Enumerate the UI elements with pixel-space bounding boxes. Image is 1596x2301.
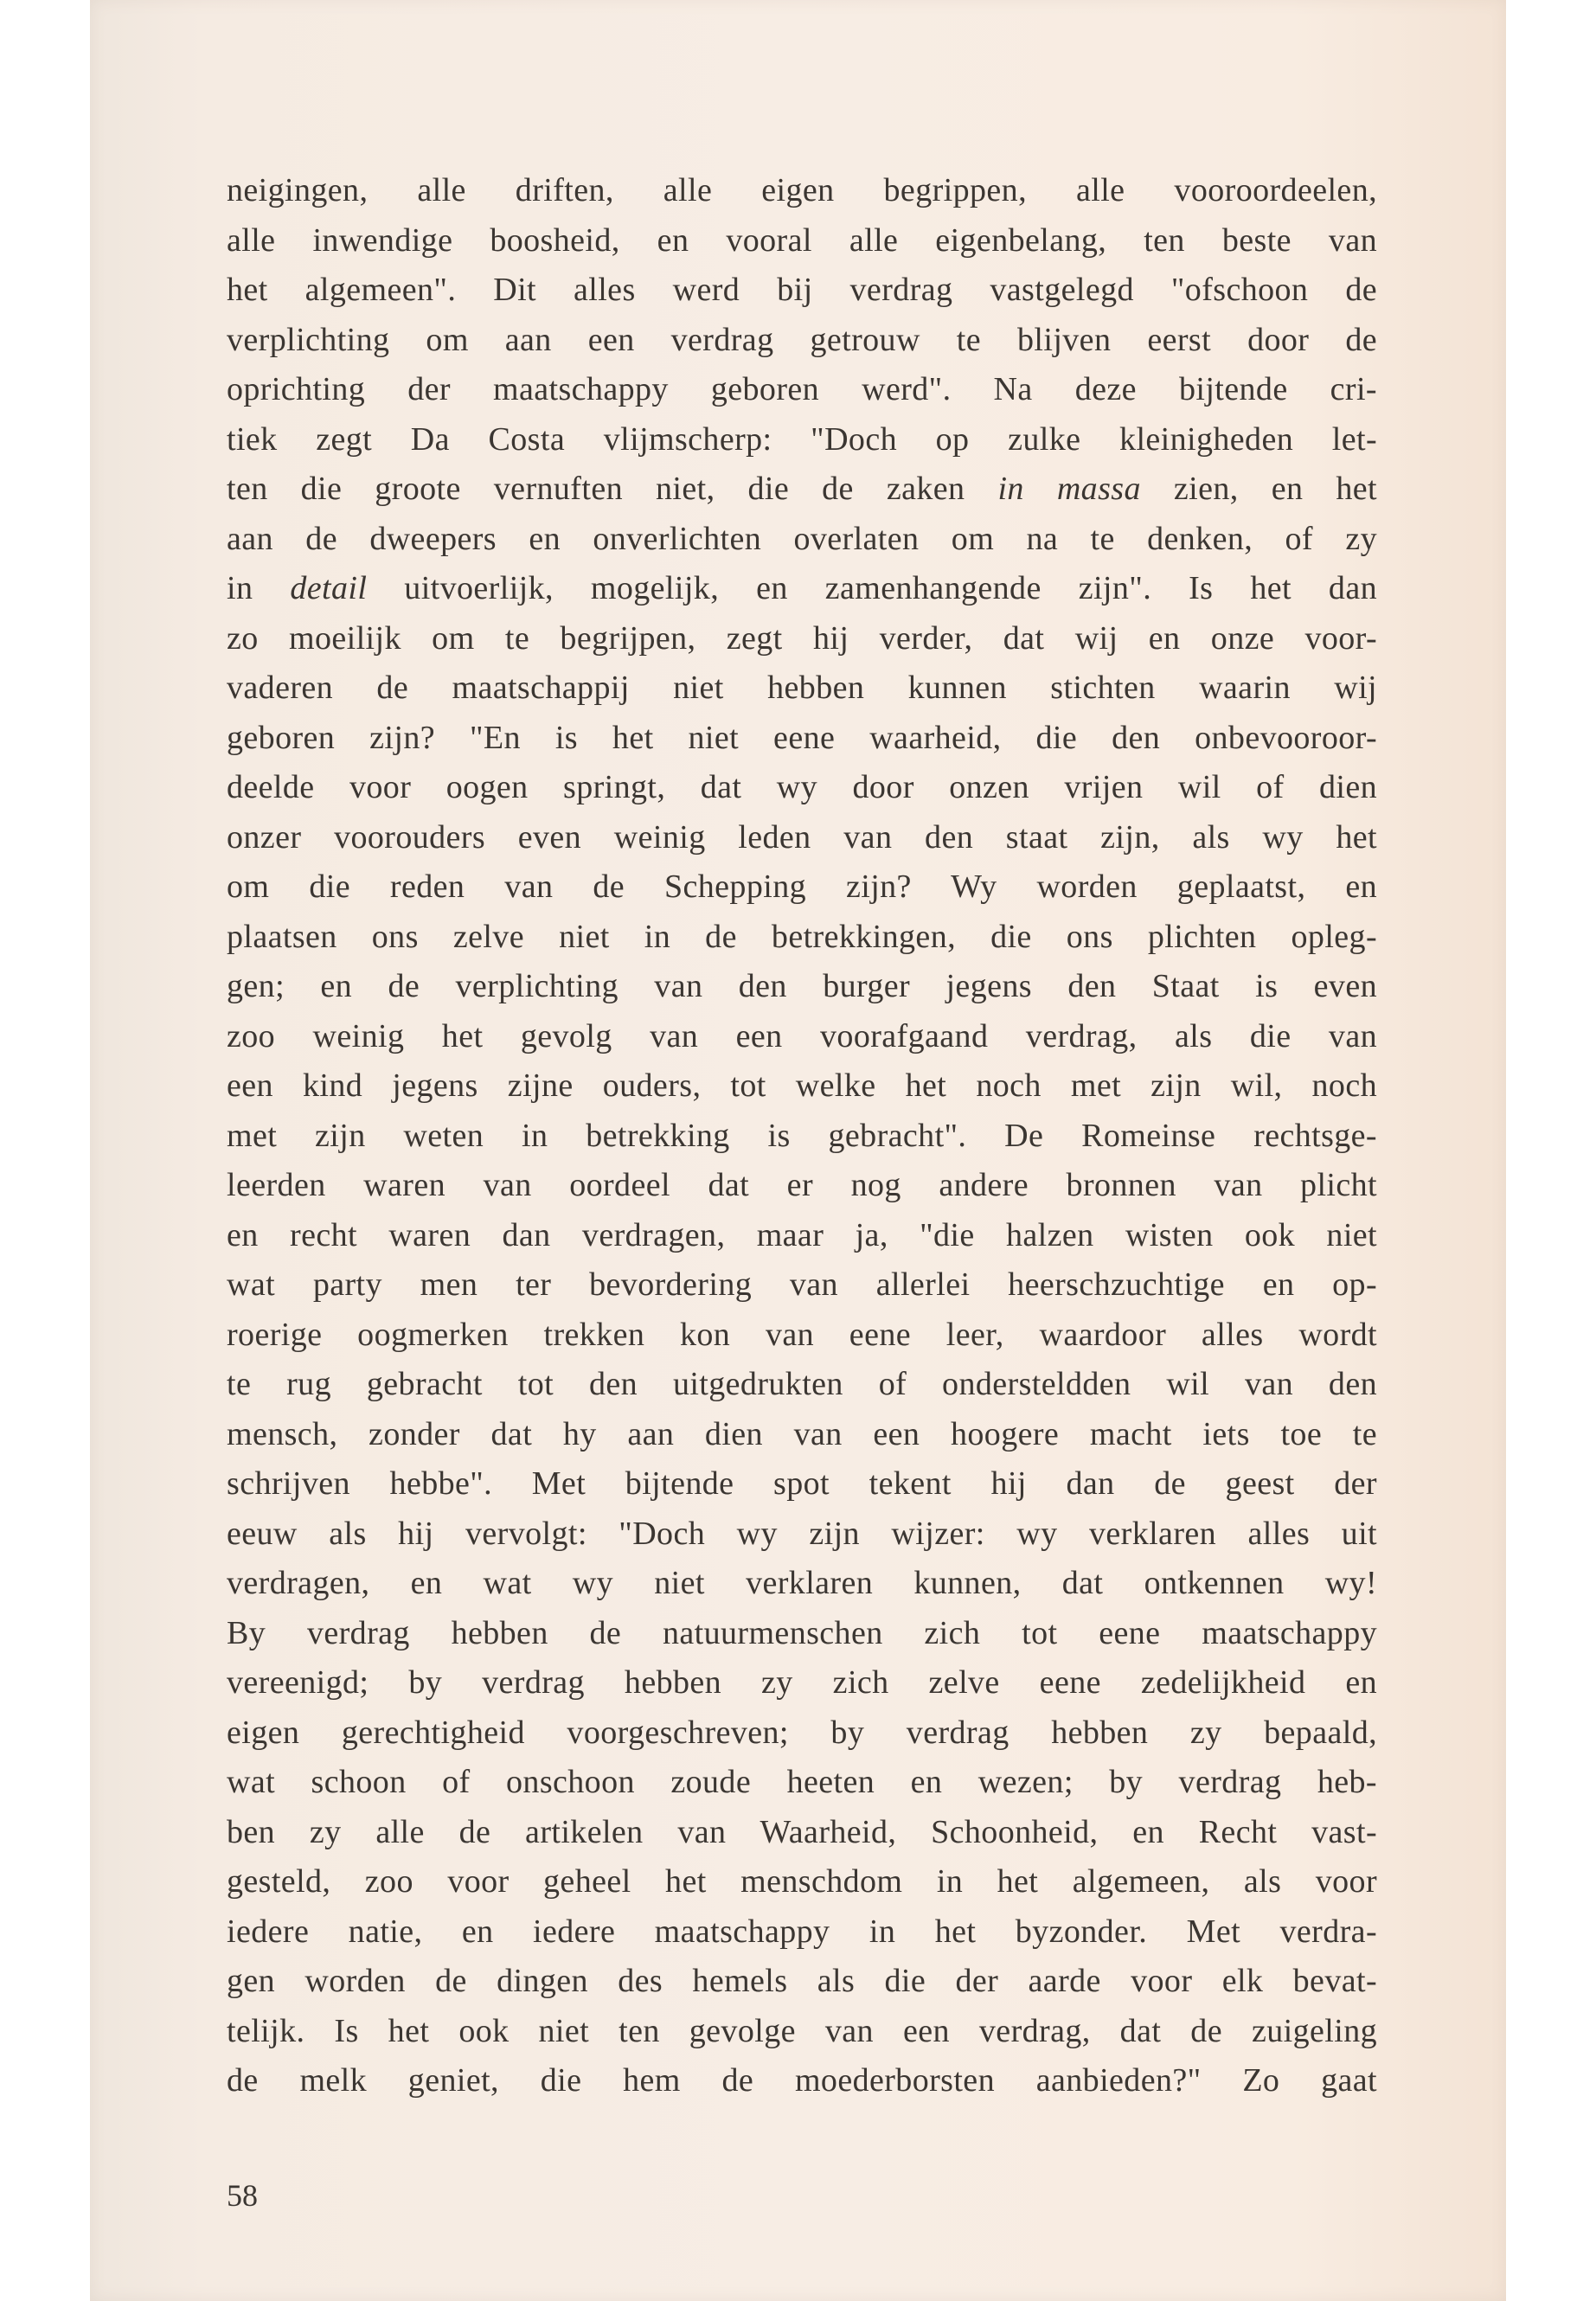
text-line: iedere natie, en iedere maatschappy in het byzonder. Met verdra- [227, 1913, 1377, 1950]
text-line: telijk. Is het ook niet ten gevolge van een verdrag, dat de zuigeling [227, 2012, 1377, 2049]
text-line: mensch, zonder dat hy aan dien van een hoogere macht iets toe te [227, 1415, 1377, 1452]
text-line: schrijven hebbe". Met bijtende spot tekent hij dan de geest der [227, 1465, 1377, 1502]
text-line [227, 564, 1377, 614]
text-line: ben zy alle de artikelen van Waarheid, Schoonheid, en Recht vast- [227, 1813, 1377, 1850]
body-text [227, 166, 1377, 2106]
page-number: 58 [227, 2178, 258, 2213]
text-line: eigen gerechtigheid voorgeschreven; by verdrag hebben zy bepaald, [227, 1714, 1377, 1751]
text-line: zoo weinig het gevolg van een voorafgaand verdrag, als die van [227, 1017, 1377, 1054]
text-run: zien, en het [1140, 471, 1377, 507]
text-line: om die reden van de Schepping zijn? Wy worden geplaatst, en [227, 868, 1377, 905]
text-line: te rug gebracht tot den uitgedrukten of ondersteldden wil van den [227, 1366, 1377, 1402]
text-line: vaderen de maatschappij niet hebben kunnen stichten waarin wij [227, 670, 1377, 706]
book-page [90, 0, 1506, 2301]
text-line: wat party men ter bevordering van allerlei heerschzuchtige en op- [227, 1266, 1377, 1303]
scan-margin-left [0, 0, 90, 2301]
text-line: een kind jegens zijne ouders, tot welke het noch met zijn wil, noch [227, 1067, 1377, 1104]
text-line [227, 465, 1377, 515]
scan-margin-right [1506, 0, 1596, 2301]
text-run: ten die groote vernuften niet, die de zaken [227, 471, 998, 507]
italic-phrase: detail [290, 570, 368, 606]
text-line: roerige oogmerken trekken kon van eene leer, waardoor alles wordt [227, 1316, 1377, 1353]
text-line: By verdrag hebben de natuurmenschen zich tot eene maatschappy [227, 1614, 1377, 1651]
text-line: het algemeen". Dit alles werd bij verdrag vastgelegd "ofschoon de [227, 272, 1377, 308]
text-line: wat schoon of onschoon zoude heeten en wezen; by verdrag heb- [227, 1764, 1377, 1800]
text-line: gen worden de dingen des hemels als die der aarde voor elk bevat- [227, 1963, 1377, 1999]
text-line: de melk geniet, die hem de moederborsten aanbieden?" Zo gaat [227, 2062, 1377, 2099]
text-line: aan de dweepers en onverlichten overlaten om na te denken, of zy [227, 520, 1377, 557]
text-line: deelde voor oogen springt, dat wy door onzen vrijen wil of dien [227, 769, 1377, 805]
text-line: vereenigd; by verdrag hebben zy zich zelve eene zedelijkheid en [227, 1664, 1377, 1701]
text-line: gen; en de verplichting van den burger jegens den Staat is even [227, 968, 1377, 1004]
text-line: neigingen, alle driften, alle eigen begrippen, alle vooroordeelen, [227, 172, 1377, 208]
text-line: geboren zijn? "En is het niet eene waarheid, die den onbevooroor- [227, 719, 1377, 756]
text-line: eeuw als hij vervolgt: "Doch wy zijn wijzer: wy verklaren alles uit [227, 1515, 1377, 1552]
text-line: leerden waren van oordeel dat er nog andere bronnen van plicht [227, 1167, 1377, 1203]
text-line: plaatsen ons zelve niet in de betrekkingen, die ons plichten opleg- [227, 918, 1377, 955]
text-run: in [227, 570, 291, 606]
text-run: uitvoerlijk, mogelijk, en zamenhangende zijn". Is het dan [367, 570, 1378, 606]
text-line: gesteld, zoo voor geheel het menschdom in het algemeen, als voor [227, 1863, 1377, 1900]
text-line: met zijn weten in betrekking is gebracht". De Romeinse rechtsge- [227, 1117, 1377, 1154]
text-line: onzer voorouders even weinig leden van den staat zijn, als wy het [227, 818, 1377, 856]
italic-phrase: in massa [997, 471, 1141, 507]
text-line: verdragen, en wat wy niet verklaren kunnen, dat ontkennen wy! [227, 1565, 1377, 1601]
text-line: oprichting der maatschappy geboren werd". Na deze bijtende cri- [227, 371, 1377, 407]
text-line: alle inwendige boosheid, en vooral alle eigenbelang, ten beste van [227, 221, 1377, 259]
text-line: tiek zegt Da Costa vlijmscherp: "Doch op zulke kleinigheden let- [227, 420, 1377, 458]
text-line: zo moeilijk om te begrijpen, zegt hij verder, dat wij en onze voor- [227, 619, 1377, 657]
text-line: en recht waren dan verdragen, maar ja, "die halzen wisten ook niet [227, 1216, 1377, 1253]
text-line: verplichting om aan een verdrag getrouw te blijven eerst door de [227, 321, 1377, 358]
